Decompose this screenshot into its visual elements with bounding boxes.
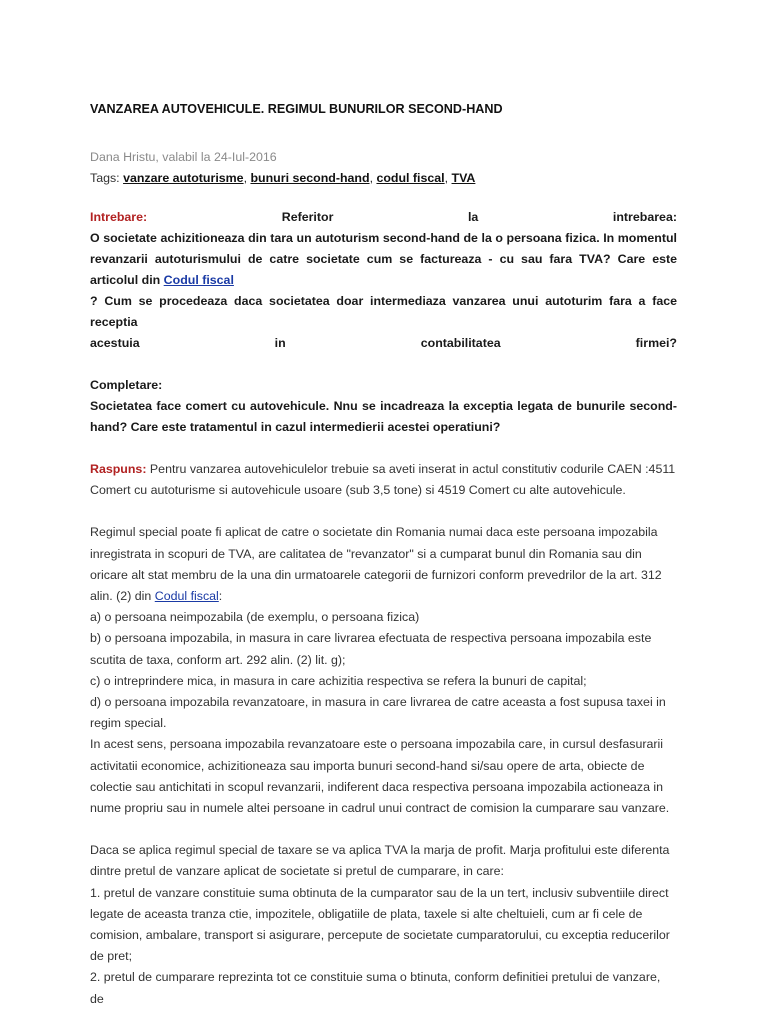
validity-date: , valabil la 24-Iul-2016 <box>155 150 277 164</box>
margin-paragraph: Daca se aplica regimul special de taxare se va aplica TVA la marja de profit. Marja profitului este diferenta dintre pretul de vanzare aplicat de societate si pretul de cumparare, in care: <box>90 843 670 879</box>
supplier-item: a) o persoana neimpozabila (de exemplu, o persoana fizica) <box>90 610 420 625</box>
answer-label: Raspuns: <box>90 462 147 476</box>
article <box>90 100 677 1010</box>
spacer <box>90 354 677 375</box>
author-name[interactable]: Dana Hristu <box>90 150 156 164</box>
tag-separator: , <box>444 171 452 185</box>
regime-colon: : <box>218 589 223 604</box>
answer-intro-text: Pentru vanzarea autovehiculelor trebuie sa aveti inserat in actul constitutiv codurile CAEN :4511 Comert cu autoturisme si autovehicule usoare (sub 3,5 tone) si 4519 Comert cu alte autovehicule. <box>90 462 676 498</box>
purchase-price-point: 2. pretul de cumparare reprezinta tot ce constituie suma o btinuta, conform definitiei pretului de vanzare, de <box>90 970 661 1006</box>
question-word: intrebarea: <box>612 210 677 224</box>
spacer <box>90 501 677 522</box>
byline <box>90 147 677 168</box>
codul-fiscal-link[interactable]: Codul fiscal <box>163 273 234 287</box>
question-word: acestuia <box>90 336 140 350</box>
completion-text: Societatea face comert cu autovehicule. Nnu se incadreaza la exceptia legata de bunurile second-hand? Care este tratamentul in cazul intermedierii acestei operatiuni? <box>90 399 677 434</box>
codul-fiscal-link[interactable]: Codul fiscal <box>154 589 219 604</box>
question-word: in <box>274 336 286 350</box>
question-body: O societate achizitioneaza din tara un autoturism second-hand de la o persoana fizica. In momentul revanzarii autoturismului de catre societate cum se factureaza - cu sau fara TVA? Care este articolul din <box>90 231 677 287</box>
tag-link[interactable]: vanzare autoturisme <box>123 171 244 185</box>
answer-block <box>90 459 677 1010</box>
spacer <box>90 438 677 459</box>
question-word: firmei? <box>635 336 677 350</box>
supplier-item: c) o intreprindere mica, in masura in care achizitia respectiva se refera la bunuri de capital; <box>90 673 587 688</box>
question-word: la <box>467 210 479 224</box>
supplier-item: d) o persoana impozabila revanzatoare, in masura in care livrarea de catre aceasta a fost supusa taxei in regim special. <box>90 695 666 731</box>
question-last-line <box>90 333 677 354</box>
question-label: Intrebare: <box>90 210 148 224</box>
spacer <box>90 819 677 840</box>
question-text-continued: ? Cum se procedeaza daca societatea doar intermediaza vanzarea unui autoturim fara a face receptia <box>90 294 677 329</box>
tags-label: Tags: <box>90 171 124 185</box>
supplier-item: b) o persoana impozabila, in masura in care livrarea efectuata de respectiva persoana impozabila este scutita de taxa, conform art. 292 alin. (2) lit. g); <box>90 631 652 667</box>
question-text <box>90 228 677 291</box>
question-word: Referitor <box>281 210 334 224</box>
question-first-line <box>90 207 677 228</box>
completion-label: Completare: <box>90 378 163 392</box>
sale-price-point: 1. pretul de vanzare constituie suma obtinuta de la cumparator sau de la un tert, inclusiv subventiile direct legate de aceasta tranza ctie, impozitele, obligatiile de plata, taxele si alte cheltuieli, cum ar fi cele de comision, ambalare, transport si asigurare, percepute de societate cumparatorului, cu exceptia reducerilor de pret; <box>90 885 670 964</box>
answer-intro <box>90 459 677 501</box>
tag-separator: , <box>243 171 251 185</box>
tag-link[interactable]: codul fiscal <box>376 171 445 185</box>
tag-link[interactable]: TVA <box>451 171 476 185</box>
regime-text: Regimul special poate fi aplicat de catre o societate din Romania numai daca este persoana impozabila inregistrata in scopuri de TVA, are calitatea de "revanzator" si a cumparat bunul din Romania sau din oricare alt stat membru de la una din urmatoarele categorii de furnizori conform prevedrilor de la art. 312 alin. (2) din <box>90 525 662 604</box>
tags-row <box>90 168 677 189</box>
question-block <box>90 207 677 438</box>
article-title: VANZAREA AUTOVEHICULE. REGIMUL BUNURILOR SECOND-HAND <box>90 102 503 116</box>
tag-link[interactable]: bunuri second-hand <box>250 171 370 185</box>
regime-paragraph <box>90 522 677 607</box>
definition-paragraph: In acest sens, persoana impozabila revanzatoare este o persoana impozabila care, in cursul desfasurarii activitatii economice, achizitioneaza sau importa bunuri second-hand si/sau opere de arta, obiecte de colectie sau antichitati in scopul revanzarii, indiferent daca respectiva persoana impozabila actioneaza in nume propriu sau in numele altei persoane in cadrul unui contract de comision la cumparare sau vanzare. <box>90 737 670 816</box>
tag-separator: , <box>369 171 377 185</box>
question-word: contabilitatea <box>420 336 501 350</box>
